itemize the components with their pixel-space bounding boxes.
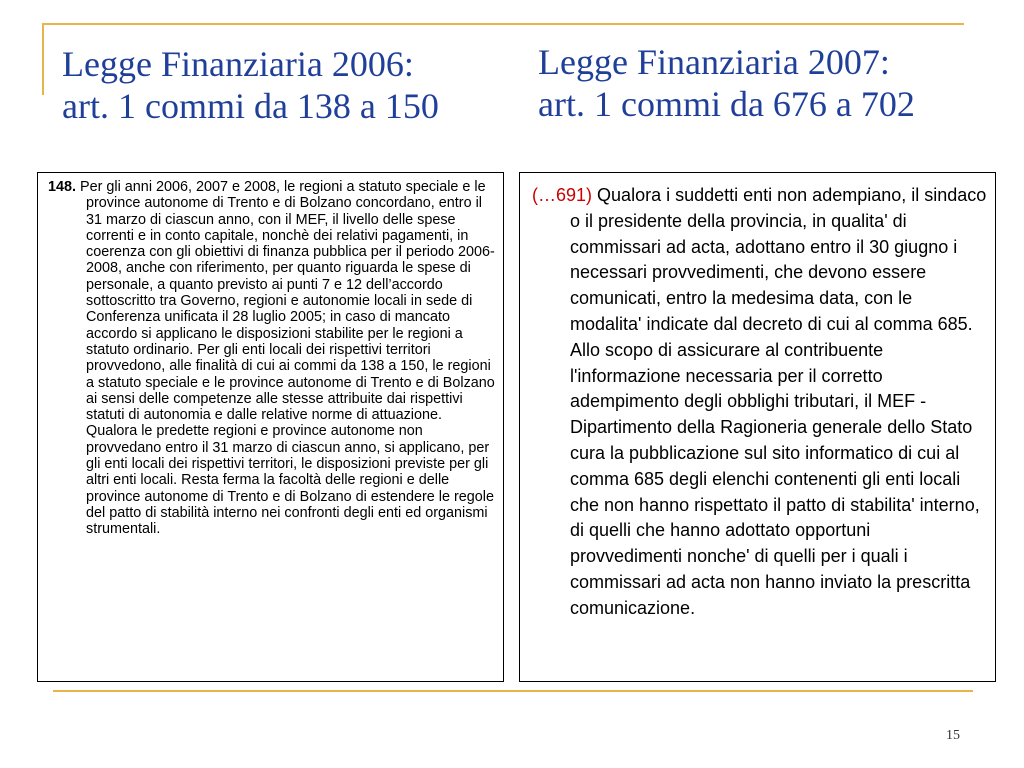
title-finanziaria-2007 xyxy=(538,41,915,125)
title-2007-line2: art. 1 commi da 676 a 702 xyxy=(538,84,915,124)
title-2006-line2: art. 1 commi da 138 a 150 xyxy=(62,86,439,126)
bottom-accent-rule xyxy=(53,690,973,692)
comma-148-paragraph xyxy=(48,179,495,538)
title-2006-line1: Legge Finanziaria 2006: xyxy=(62,44,414,84)
comma-148-box xyxy=(37,172,504,682)
comma-reference: (…691) xyxy=(532,185,593,205)
left-accent-rule xyxy=(42,23,44,95)
title-2007-line1: Legge Finanziaria 2007: xyxy=(538,42,890,82)
comma-691-text: Qualora i suddetti enti non adempiano, il sindaco o il presidente della provincia, in qualita' di commissari ad acta, adottano entro il 30 giugno i necessari provvedimenti, che devono essere comunicati, entro la medesima data, con le modalita' indicate dal decreto di cui al comma 685. Allo scopo di assicurare al contribuente l'informazione necessaria per il corretto adempimento degli obblighi tributari, il MEF - Dipartimento della Ragioneria generale dello Stato cura la pubblicazione sul sito informatico di cui al comma 685 degli elenchi contenenti gli enti locali che non hanno rispettato il patto di stabilita' interno, di quelli che hanno adottato opportuni provvedimenti nonche' di quelli per i quali i commissari ad acta non hanno inviato la prescritta comunicazione. xyxy=(570,185,987,618)
comma-691-box xyxy=(519,172,996,682)
top-accent-rule xyxy=(42,23,964,25)
comma-691-paragraph xyxy=(530,183,987,622)
comma-number: 148. xyxy=(48,179,77,195)
page-number: 15 xyxy=(946,728,960,743)
comma-148-text: Per gli anni 2006, 2007 e 2008, le regioni a statuto speciale e le province autonome di Trento e di Bolzano concordano, entro il 31 marzo di ciascun anno, con il MEF, il livello delle spese correnti e in conto capitale, nonchè dei relativi pagamenti, in coerenza con gli obiettivi di finanza pubblica per il periodo 2006-2008, anche con riferimento, per quanto riguarda le spese di personale, a quanto previsto ai punti 7 e 12 dell’accordo sottoscritto tra Governo, regioni e autonomie locali in sede di Conferenza unificata il 28 luglio 2005; in caso di mancato accordo si applicano le disposizioni stabilite per le regioni a statuto ordinario. Per gli enti locali dei rispettivi territori provvedono, alle finalità di cui ai commi da 138 a 150, le regioni a statuto speciale e le province autonome di Trento e di Bolzano ai sensi delle competenze alle stesse attribuite dai rispettivi statuti di autonomia e dalle relative norme di attuazione. Qualora le predette regioni e province autonome non provvedano entro il 31 marzo di ciascun anno, si applicano, per gli enti locali dei rispettivi territori, le disposizioni previste per gli altri enti locali. Resta ferma la facoltà delle regioni e delle province autonome di Trento e di Bolzano di estendere le regole del patto di stabilità interno nei confronti degli enti ed organismi strumentali. xyxy=(80,179,495,538)
title-finanziaria-2006 xyxy=(62,43,439,127)
